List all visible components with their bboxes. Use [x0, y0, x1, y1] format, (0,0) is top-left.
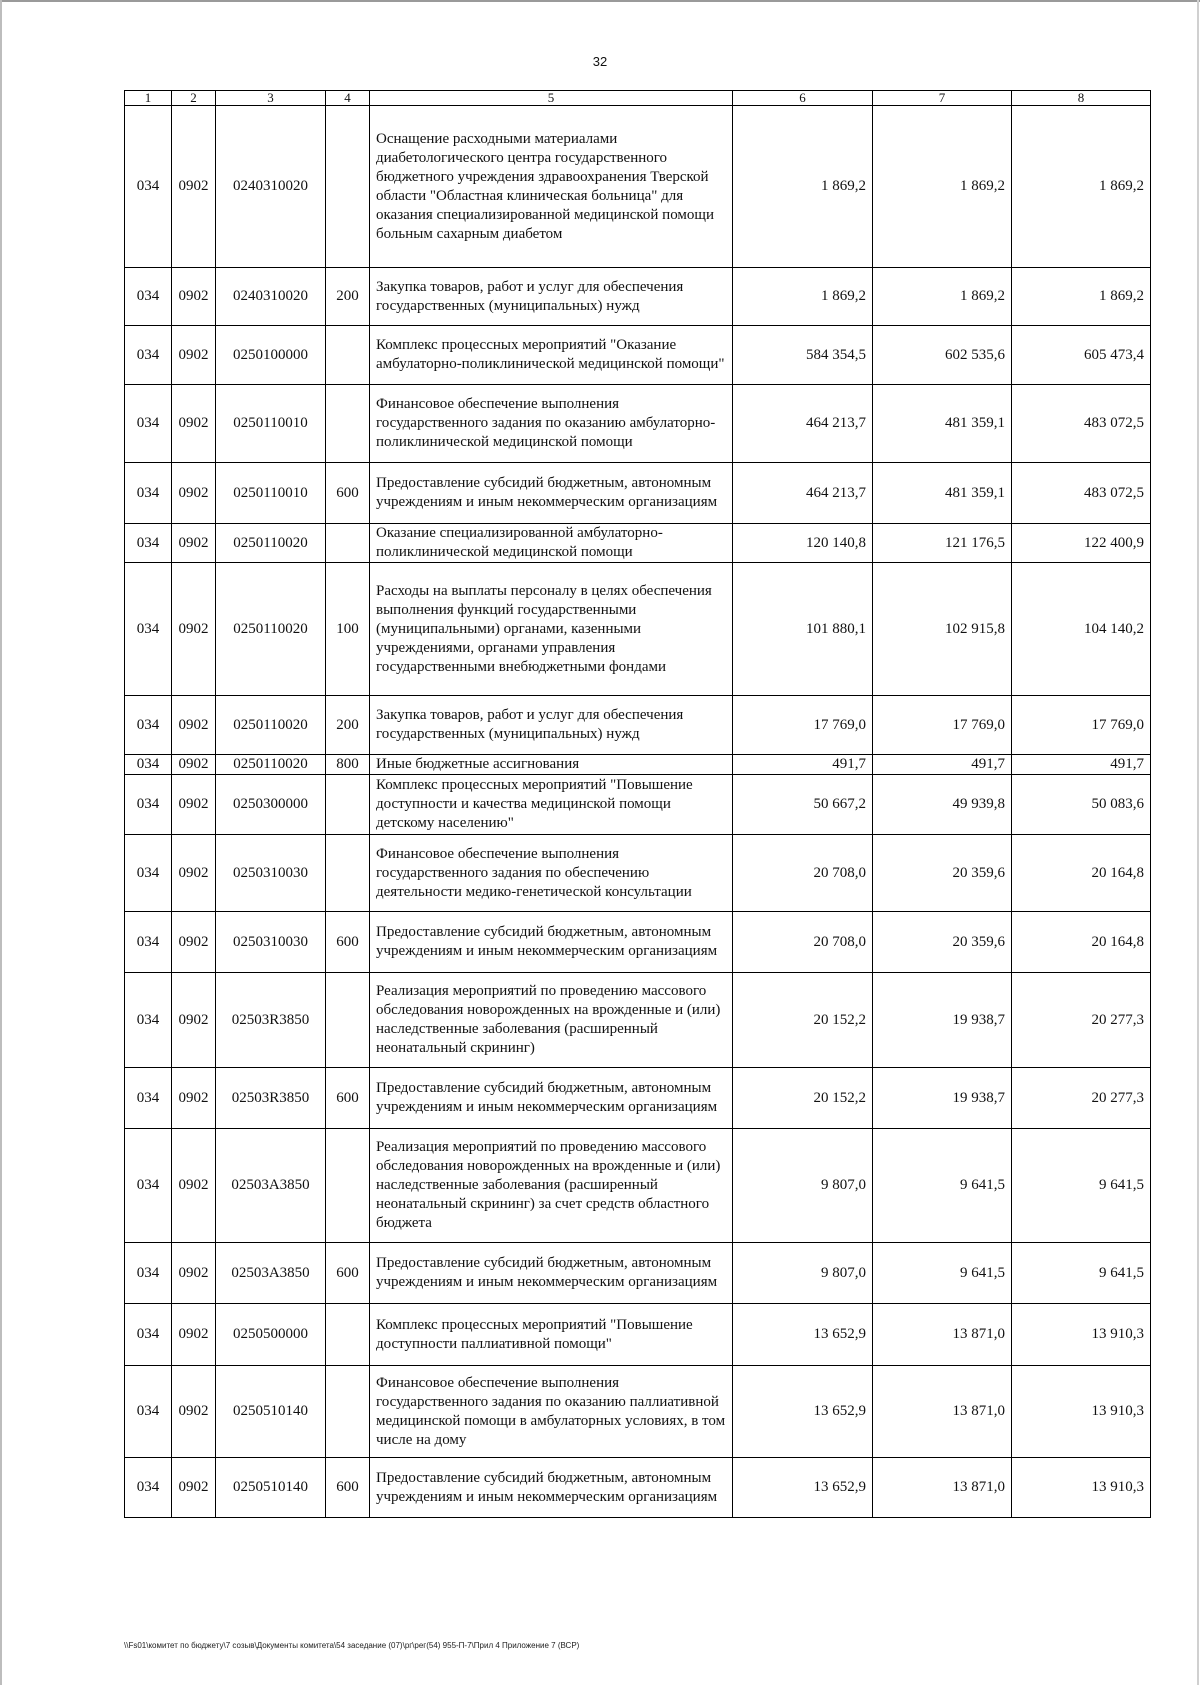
amount-year-2-cell: 20 359,6 [873, 912, 1012, 973]
amount-year-1-cell: 1 869,2 [733, 106, 873, 268]
section-code-cell: 0902 [172, 524, 216, 563]
amount-year-2-cell: 19 938,7 [873, 973, 1012, 1068]
description-cell: Комплекс процессных мероприятий "Повышение доступности паллиативной помощи" [370, 1304, 733, 1366]
amount-year-1-cell: 20 152,2 [733, 973, 873, 1068]
table-row [125, 524, 1151, 563]
header-row [125, 91, 1151, 106]
amount-year-1-cell: 464 213,7 [733, 463, 873, 524]
expense-type-cell: 600 [326, 1068, 370, 1129]
description-cell: Оказание специализированной амбулаторно-поликлинической медицинской помощи [370, 524, 733, 563]
amount-year-1-cell: 20 708,0 [733, 912, 873, 973]
section-code-cell: 0902 [172, 1068, 216, 1129]
amount-year-3-cell: 122 400,9 [1012, 524, 1151, 563]
amount-year-2-cell: 20 359,6 [873, 835, 1012, 912]
column-header: 3 [216, 91, 326, 106]
amount-year-3-cell: 483 072,5 [1012, 385, 1151, 463]
description-cell: Предоставление субсидий бюджетным, автономным учреждениям и иным некоммерческим организациям [370, 912, 733, 973]
expense-type-cell [326, 1129, 370, 1243]
column-header: 5 [370, 91, 733, 106]
ministry-code-cell: 034 [125, 1458, 172, 1518]
ministry-code-cell: 034 [125, 755, 172, 775]
amount-year-1-cell: 13 652,9 [733, 1366, 873, 1458]
amount-year-2-cell: 19 938,7 [873, 1068, 1012, 1129]
ministry-code-cell: 034 [125, 1129, 172, 1243]
description-cell: Предоставление субсидий бюджетным, автономным учреждениям и иным некоммерческим организациям [370, 463, 733, 524]
target-article-cell: 0250110020 [216, 563, 326, 696]
section-code-cell: 0902 [172, 912, 216, 973]
column-header: 8 [1012, 91, 1151, 106]
amount-year-3-cell: 605 473,4 [1012, 326, 1151, 385]
expense-type-cell [326, 106, 370, 268]
scan-border-left [0, 0, 2, 1685]
amount-year-1-cell: 50 667,2 [733, 775, 873, 835]
section-code-cell: 0902 [172, 1243, 216, 1304]
section-code-cell: 0902 [172, 755, 216, 775]
amount-year-1-cell: 584 354,5 [733, 326, 873, 385]
amount-year-3-cell: 20 277,3 [1012, 973, 1151, 1068]
expense-type-cell [326, 524, 370, 563]
section-code-cell: 0902 [172, 973, 216, 1068]
description-cell: Предоставление субсидий бюджетным, автономным учреждениям и иным некоммерческим организациям [370, 1243, 733, 1304]
ministry-code-cell: 034 [125, 463, 172, 524]
amount-year-2-cell: 13 871,0 [873, 1366, 1012, 1458]
section-code-cell: 0902 [172, 268, 216, 326]
target-article-cell: 0250510140 [216, 1366, 326, 1458]
amount-year-3-cell: 13 910,3 [1012, 1304, 1151, 1366]
ministry-code-cell: 034 [125, 1243, 172, 1304]
amount-year-1-cell: 491,7 [733, 755, 873, 775]
amount-year-3-cell: 20 277,3 [1012, 1068, 1151, 1129]
amount-year-1-cell: 17 769,0 [733, 696, 873, 755]
expense-type-cell [326, 1304, 370, 1366]
scan-border-top [0, 0, 1200, 2]
amount-year-2-cell: 602 535,6 [873, 326, 1012, 385]
target-article-cell: 02503A3850 [216, 1243, 326, 1304]
description-cell: Финансовое обеспечение выполнения государственного задания по оказанию паллиативной медицинской помощи в амбулаторных условиях, в том числе на дому [370, 1366, 733, 1458]
amount-year-1-cell: 1 869,2 [733, 268, 873, 326]
target-article-cell: 0250310030 [216, 835, 326, 912]
expense-type-cell [326, 1366, 370, 1458]
ministry-code-cell: 034 [125, 1068, 172, 1129]
amount-year-3-cell: 1 869,2 [1012, 106, 1151, 268]
amount-year-3-cell: 483 072,5 [1012, 463, 1151, 524]
ministry-code-cell: 034 [125, 1304, 172, 1366]
table-row [125, 696, 1151, 755]
target-article-cell: 0250110010 [216, 385, 326, 463]
amount-year-3-cell: 17 769,0 [1012, 696, 1151, 755]
target-article-cell: 0250510140 [216, 1458, 326, 1518]
table-row [125, 755, 1151, 775]
table-row [125, 1366, 1151, 1458]
section-code-cell: 0902 [172, 463, 216, 524]
table-row [125, 1068, 1151, 1129]
amount-year-1-cell: 120 140,8 [733, 524, 873, 563]
column-header: 6 [733, 91, 873, 106]
target-article-cell: 0240310020 [216, 268, 326, 326]
table-row [125, 1458, 1151, 1518]
description-cell: Иные бюджетные ассигнования [370, 755, 733, 775]
table-row [125, 1243, 1151, 1304]
amount-year-1-cell: 101 880,1 [733, 563, 873, 696]
description-cell: Реализация мероприятий по проведению массового обследования новорожденных на врожденные и (или) наследственные заболевания (расширенный неонатальный скрининг) [370, 973, 733, 1068]
column-header: 7 [873, 91, 1012, 106]
expense-type-cell: 200 [326, 696, 370, 755]
column-header: 1 [125, 91, 172, 106]
description-cell: Финансовое обеспечение выполнения государственного задания по оказанию амбулаторно-поликлинической медицинской помощи [370, 385, 733, 463]
description-cell: Предоставление субсидий бюджетным, автономным учреждениям и иным некоммерческим организациям [370, 1068, 733, 1129]
target-article-cell: 0250110010 [216, 463, 326, 524]
amount-year-2-cell: 1 869,2 [873, 106, 1012, 268]
description-cell: Предоставление субсидий бюджетным, автономным учреждениям и иным некоммерческим организациям [370, 1458, 733, 1518]
target-article-cell: 0250110020 [216, 755, 326, 775]
amount-year-1-cell: 464 213,7 [733, 385, 873, 463]
scan-border-right [1197, 0, 1199, 1685]
section-code-cell: 0902 [172, 1129, 216, 1243]
amount-year-3-cell: 13 910,3 [1012, 1458, 1151, 1518]
target-article-cell: 0250110020 [216, 524, 326, 563]
ministry-code-cell: 034 [125, 973, 172, 1068]
section-code-cell: 0902 [172, 106, 216, 268]
amount-year-3-cell: 491,7 [1012, 755, 1151, 775]
amount-year-2-cell: 9 641,5 [873, 1129, 1012, 1243]
section-code-cell: 0902 [172, 696, 216, 755]
amount-year-2-cell: 49 939,8 [873, 775, 1012, 835]
target-article-cell: 02503A3850 [216, 1129, 326, 1243]
description-cell: Закупка товаров, работ и услуг для обеспечения государственных (муниципальных) нужд [370, 696, 733, 755]
table-row [125, 835, 1151, 912]
description-cell: Оснащение расходными материалами диабетологического центра государственного бюджетного учреждения здравоохранения Тверской области "Областная клиническая больница" для оказания специализированной медицинской помощи больным сахарным диабетом [370, 106, 733, 268]
expense-type-cell: 800 [326, 755, 370, 775]
ministry-code-cell: 034 [125, 563, 172, 696]
ministry-code-cell: 034 [125, 912, 172, 973]
amount-year-3-cell: 9 641,5 [1012, 1243, 1151, 1304]
section-code-cell: 0902 [172, 563, 216, 696]
ministry-code-cell: 034 [125, 835, 172, 912]
table-row [125, 463, 1151, 524]
amount-year-3-cell: 20 164,8 [1012, 912, 1151, 973]
ministry-code-cell: 034 [125, 268, 172, 326]
table-row [125, 1304, 1151, 1366]
amount-year-2-cell: 13 871,0 [873, 1304, 1012, 1366]
expense-type-cell [326, 973, 370, 1068]
amount-year-2-cell: 121 176,5 [873, 524, 1012, 563]
amount-year-2-cell: 13 871,0 [873, 1458, 1012, 1518]
section-code-cell: 0902 [172, 775, 216, 835]
amount-year-2-cell: 102 915,8 [873, 563, 1012, 696]
target-article-cell: 0250500000 [216, 1304, 326, 1366]
table-row [125, 1129, 1151, 1243]
table-row [125, 268, 1151, 326]
ministry-code-cell: 034 [125, 1366, 172, 1458]
amount-year-3-cell: 20 164,8 [1012, 835, 1151, 912]
column-header: 2 [172, 91, 216, 106]
expense-type-cell: 600 [326, 1243, 370, 1304]
section-code-cell: 0902 [172, 326, 216, 385]
target-article-cell: 0250110020 [216, 696, 326, 755]
amount-year-3-cell: 9 641,5 [1012, 1129, 1151, 1243]
expense-type-cell [326, 835, 370, 912]
target-article-cell: 0250100000 [216, 326, 326, 385]
column-header: 4 [326, 91, 370, 106]
amount-year-1-cell: 9 807,0 [733, 1243, 873, 1304]
expense-type-cell: 600 [326, 912, 370, 973]
amount-year-3-cell: 104 140,2 [1012, 563, 1151, 696]
amount-year-2-cell: 481 359,1 [873, 385, 1012, 463]
description-cell: Расходы на выплаты персоналу в целях обеспечения выполнения функций государственными (муниципальными) органами, казенными учреждениями, органами управления государственными внебюджетными фондами [370, 563, 733, 696]
expense-type-cell: 200 [326, 268, 370, 326]
ministry-code-cell: 034 [125, 326, 172, 385]
ministry-code-cell: 034 [125, 775, 172, 835]
description-cell: Комплекс процессных мероприятий "Повышение доступности и качества медицинской помощи детскому населению" [370, 775, 733, 835]
amount-year-2-cell: 1 869,2 [873, 268, 1012, 326]
budget-table [124, 90, 1151, 1518]
ministry-code-cell: 034 [125, 696, 172, 755]
table-row [125, 912, 1151, 973]
section-code-cell: 0902 [172, 835, 216, 912]
section-code-cell: 0902 [172, 1458, 216, 1518]
amount-year-1-cell: 9 807,0 [733, 1129, 873, 1243]
table-row [125, 106, 1151, 268]
amount-year-2-cell: 17 769,0 [873, 696, 1012, 755]
table-row [125, 973, 1151, 1068]
target-article-cell: 02503R3850 [216, 973, 326, 1068]
table-row [125, 563, 1151, 696]
target-article-cell: 0240310020 [216, 106, 326, 268]
ministry-code-cell: 034 [125, 524, 172, 563]
section-code-cell: 0902 [172, 385, 216, 463]
target-article-cell: 0250310030 [216, 912, 326, 973]
description-cell: Закупка товаров, работ и услуг для обеспечения государственных (муниципальных) нужд [370, 268, 733, 326]
amount-year-3-cell: 1 869,2 [1012, 268, 1151, 326]
expense-type-cell: 600 [326, 1458, 370, 1518]
amount-year-2-cell: 491,7 [873, 755, 1012, 775]
description-cell: Комплекс процессных мероприятий "Оказание амбулаторно-поликлинической медицинской помощи" [370, 326, 733, 385]
amount-year-1-cell: 13 652,9 [733, 1458, 873, 1518]
ministry-code-cell: 034 [125, 385, 172, 463]
section-code-cell: 0902 [172, 1304, 216, 1366]
amount-year-2-cell: 9 641,5 [873, 1243, 1012, 1304]
expense-type-cell: 600 [326, 463, 370, 524]
target-article-cell: 02503R3850 [216, 1068, 326, 1129]
table-row [125, 326, 1151, 385]
amount-year-3-cell: 50 083,6 [1012, 775, 1151, 835]
expense-type-cell: 100 [326, 563, 370, 696]
table-row [125, 775, 1151, 835]
expense-type-cell [326, 775, 370, 835]
description-cell: Финансовое обеспечение выполнения государственного задания по обеспечению деятельности медико-генетической консультации [370, 835, 733, 912]
amount-year-2-cell: 481 359,1 [873, 463, 1012, 524]
amount-year-1-cell: 20 708,0 [733, 835, 873, 912]
description-cell: Реализация мероприятий по проведению массового обследования новорожденных на врожденные и (или) наследственные заболевания (расширенный неонатальный скрининг) за счет средств областного бюджета [370, 1129, 733, 1243]
target-article-cell: 0250300000 [216, 775, 326, 835]
expense-type-cell [326, 385, 370, 463]
table-row [125, 385, 1151, 463]
table-header [125, 91, 1151, 106]
section-code-cell: 0902 [172, 1366, 216, 1458]
amount-year-1-cell: 20 152,2 [733, 1068, 873, 1129]
amount-year-1-cell: 13 652,9 [733, 1304, 873, 1366]
expense-type-cell [326, 326, 370, 385]
table-body [125, 106, 1151, 1518]
footer-file-path: \\Fs01\комитет по бюджету\7 созыв\Документы комитета\54 заседание (07)\рг\рег(54) 955-П-7\Прил 4 Приложение 7 (ВСР) [124, 1641, 580, 1650]
amount-year-3-cell: 13 910,3 [1012, 1366, 1151, 1458]
page-number: 32 [592, 54, 608, 69]
ministry-code-cell: 034 [125, 106, 172, 268]
